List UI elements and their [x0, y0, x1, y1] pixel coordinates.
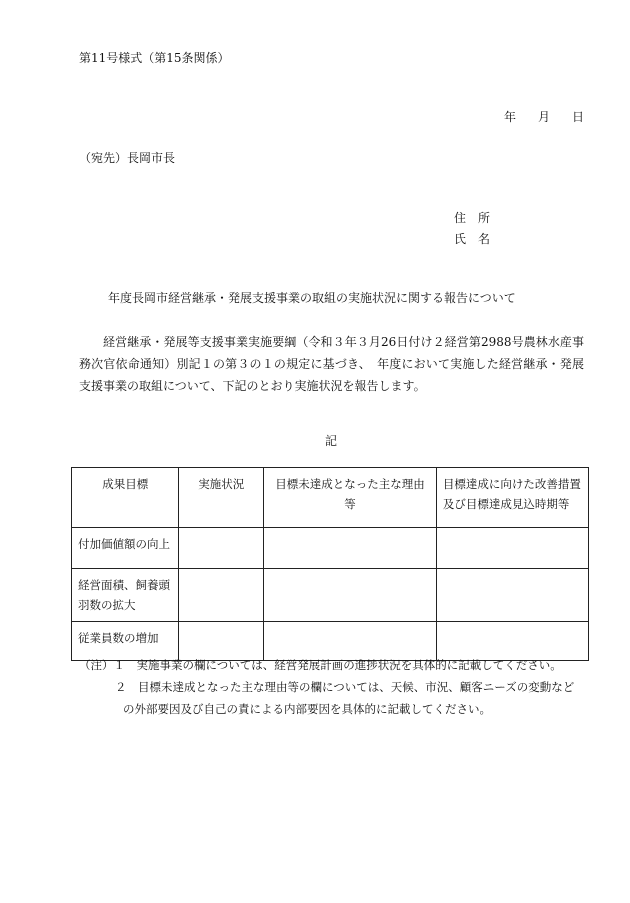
- notes-section: [79, 654, 589, 720]
- header-measures: 目標達成に向けた改善措置及び目標達成見込時期等: [436, 468, 588, 528]
- note-number: ２: [115, 680, 127, 694]
- row-reason-cell[interactable]: [264, 569, 437, 622]
- row-target: 従業員数の増加: [72, 622, 179, 661]
- row-measures-cell[interactable]: [436, 569, 588, 622]
- body-paragraph: 経営継承・発展等支援事業実施要綱（令和３年３月26日付け２経営第2988号農林水産事務次官依命通知）別記１の第３の１の規定に基づき、 年度において実施した経営継承・発展支援事業の取組について、下記のとおり実施状況を報告します。: [79, 335, 584, 393]
- document-title: 年度長岡市経営継承・発展支援事業の取組の実施状況に関する報告について: [108, 291, 516, 305]
- date-day: 日: [572, 110, 585, 124]
- header-target: 成果目標: [72, 468, 179, 528]
- header-reason: 目標未達成となった主な理由等: [264, 468, 437, 528]
- note-text: 目標未達成となった主な理由等の欄については、天候、市況、顧客ニーズの変動など: [138, 680, 575, 694]
- date-year: 年: [504, 110, 517, 124]
- row-measures-cell[interactable]: [436, 528, 588, 569]
- note-text: 実施事業の欄については、経営発展計画の進捗状況を具体的に記載してください。: [136, 658, 562, 672]
- row-status-cell[interactable]: [179, 528, 264, 569]
- address-label: 住 所: [454, 211, 491, 225]
- table-header-row: [72, 468, 589, 528]
- addressee: （宛先）長岡市長: [79, 151, 176, 165]
- header-status: 実施状況: [179, 468, 264, 528]
- table-row: [72, 569, 589, 622]
- form-number: 第11号様式（第15条関係）: [79, 51, 230, 65]
- notes-label: （注）: [79, 658, 114, 672]
- note-item: [79, 676, 589, 698]
- row-target: 付加価値額の向上: [72, 528, 179, 569]
- note-item: [79, 654, 589, 676]
- report-table: [71, 467, 589, 661]
- row-reason-cell[interactable]: [264, 528, 437, 569]
- note-continuation: の外部要因及び自己の責による内部要因を具体的に記載してください。: [123, 702, 491, 716]
- row-status-cell[interactable]: [179, 569, 264, 622]
- date-month: 月: [538, 110, 551, 124]
- date-line: [504, 111, 584, 123]
- ki-heading: 記: [325, 434, 338, 448]
- row-target: 経営面積、飼養頭羽数の拡大: [72, 569, 179, 622]
- table-row: [72, 528, 589, 569]
- name-label: 氏 名: [454, 232, 491, 246]
- note-number: １: [113, 658, 125, 672]
